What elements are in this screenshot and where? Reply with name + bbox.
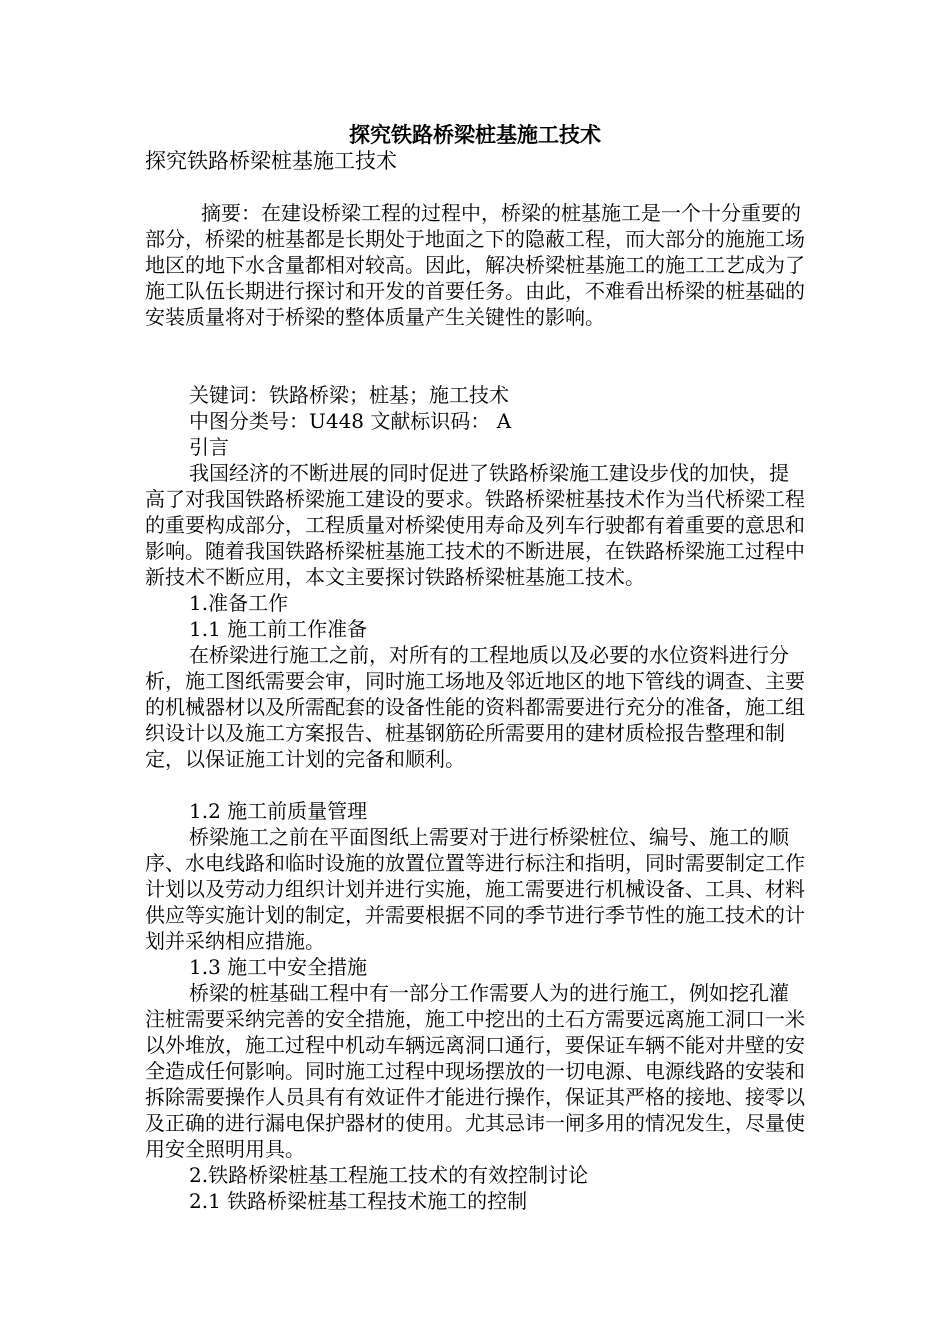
document-subtitle: 探究铁路桥梁桩基施工技术 [145,149,397,173]
intro-paragraph: 我国经济的不断进展的同时促进了铁路桥梁施工建设步伐的加快，提高了对我国铁路桥梁施工建设的要求。铁路桥梁桩基技术作为当代桥梁工程的重要构成部分，工程质量对桥梁使用寿命及列车行驶都有着重要的意思和影响。随着我国铁路桥梁桩基施工技术的不断进展，在铁路桥梁施工过程中新技术不断应用，本文主要探讨铁路桥梁桩基施工技术。 [145,461,805,589]
section-1-2-heading: 1.2 施工前质量管理 [189,799,368,823]
document-title: 探究铁路桥梁桩基施工技术 [349,122,601,147]
keywords-line: 关键词：铁路桥梁；桩基；施工技术 [189,383,509,407]
classification-line: 中图分类号：U448 文献标识码： A [189,409,512,433]
section-1-1-paragraph: 在桥梁进行施工之前，对所有的工程地质以及必要的水位资料进行分析，施工图纸需要会审，同时施工场地及邻近地区的地下管线的调查、主要的机械器材以及所需配套的设备性能的资料都需要进行充分的准备，施工组织设计以及施工方案报告、桩基钢筋砼所需要用的建材质检报告整理和制定，以保证施工计划的完备和顺利。 [145,643,805,771]
intro-heading: 引言 [189,435,229,459]
section-1-3-heading: 1.3 施工中安全措施 [189,955,368,979]
section-1-heading: 1.准备工作 [189,591,289,615]
section-1-3-paragraph: 桥梁的桩基础工程中有一部分工作需要人为的进行施工，例如挖孔灌注桩需要采纳完善的安全措施，施工中挖出的土石方需要远离施工洞口一米以外堆放，施工过程中机动车辆远离洞口通行，要保证车辆不能对井壁的安全造成任何影响。同时施工过程中现场摆放的一切电源、电源线路的安装和拆除需要操作人员具有有效证件才能进行操作，保证其严格的接地、接零以及正确的进行漏电保护器材的使用。尤其忌讳一闸多用的情况发生，尽量使用安全照明用具。 [145,981,805,1161]
section-1-2-paragraph: 桥梁施工之前在平面图纸上需要对于进行桥梁桩位、编号、施工的顺序、水电线路和临时设施的放置位置等进行标注和指明，同时需要制定工作计划以及劳动力组织计划并进行实施，施工需要进行机械设备、工具、材料供应等实施计划的制定，并需要根据不同的季节进行季节性的施工技术的计划并采纳相应措施。 [145,825,805,953]
abstract-paragraph: 摘要：在建设桥梁工程的过程中，桥梁的桩基施工是一个十分重要的部分，桥梁的桩基都是长期处于地面之下的隐蔽工程，而大部分的施施工场地区的地下水含量都相对较高。因此，解决桥梁桩基施工的施工工艺成为了施工队伍长期进行探讨和开发的首要任务。由此，不难看出桥梁的桩基础的安装质量将对于桥梁的整体质量产生关键性的影响。 [145,201,805,329]
document-body [145,200,805,1214]
section-2-1-heading: 2.1 铁路桥梁桩基工程技术施工的控制 [189,1189,528,1213]
section-1-1-heading: 1.1 施工前工作准备 [189,617,368,641]
section-2-heading: 2.铁路桥梁桩基工程施工技术的有效控制讨论 [189,1163,589,1187]
